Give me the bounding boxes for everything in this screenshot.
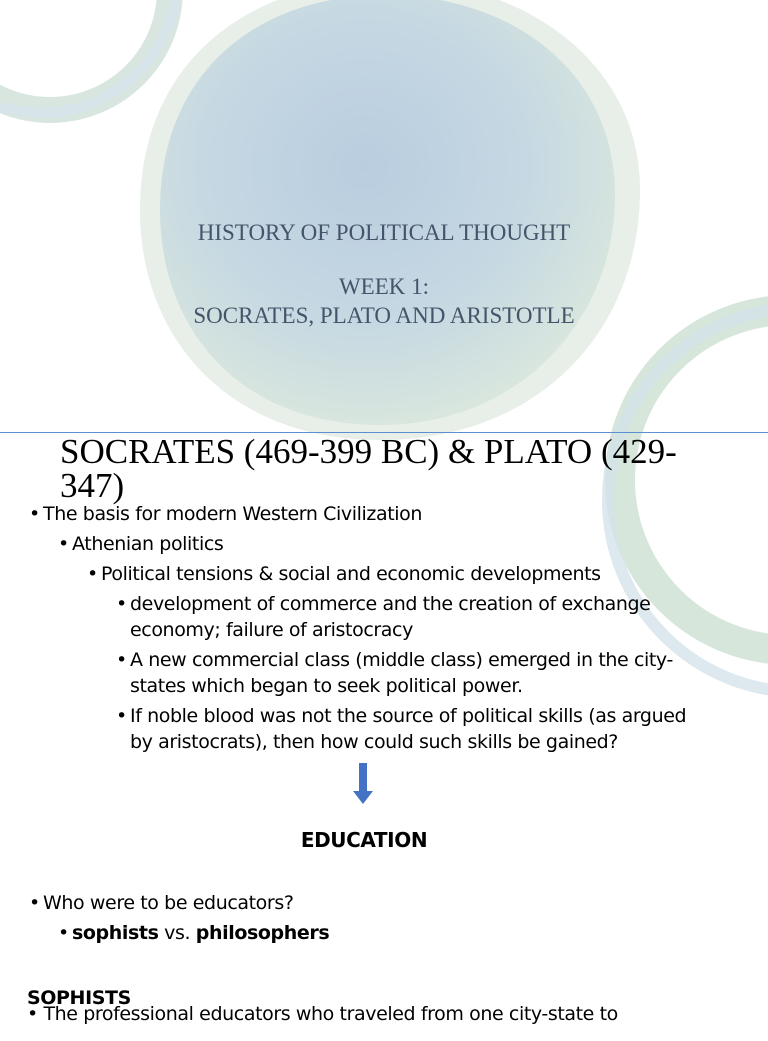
title-slide	[0, 0, 768, 432]
bullet-level1: • The basis for modern Western Civilization	[29, 503, 423, 525]
education-heading: EDUCATION	[300, 828, 428, 852]
week-topic: SOCRATES, PLATO AND ARISTOTLE	[193, 303, 575, 328]
week-label: WEEK 1:	[338, 274, 430, 299]
down-arrow-icon	[352, 763, 374, 805]
cut-off-bullet: • The professional educators who traveled from one city-state to	[27, 1003, 618, 1025]
sophists-heading: SOPHISTS	[27, 987, 131, 1009]
bullet-level4: • A new commercial class (middle class) emerged in the city- states which began to seek political power.	[116, 649, 673, 697]
bullet-level4: • development of commerce and the creation of exchange economy; failure of aristocracy	[116, 593, 651, 641]
bullet-level3: • Political tensions & social and economic developments	[87, 563, 601, 585]
bullet-level2: • sophists vs. philosophers	[58, 922, 330, 944]
bullet-level2: • Athenian politics	[58, 533, 224, 555]
decorative-circles	[0, 0, 768, 432]
bullet-level4: • If noble blood was not the source of political skills (as argued by aristocrats), then how could such skills be gained?	[116, 705, 687, 753]
bullet-level1: • Who were to be educators?	[29, 892, 294, 914]
slide-title: SOCRATES (469-399 BC) & PLATO (429-347)	[60, 432, 677, 505]
title-slide-heading	[0, 218, 768, 330]
course-title: HISTORY OF POLITICAL THOUGHT	[197, 220, 571, 245]
content-slide	[0, 433, 768, 1024]
